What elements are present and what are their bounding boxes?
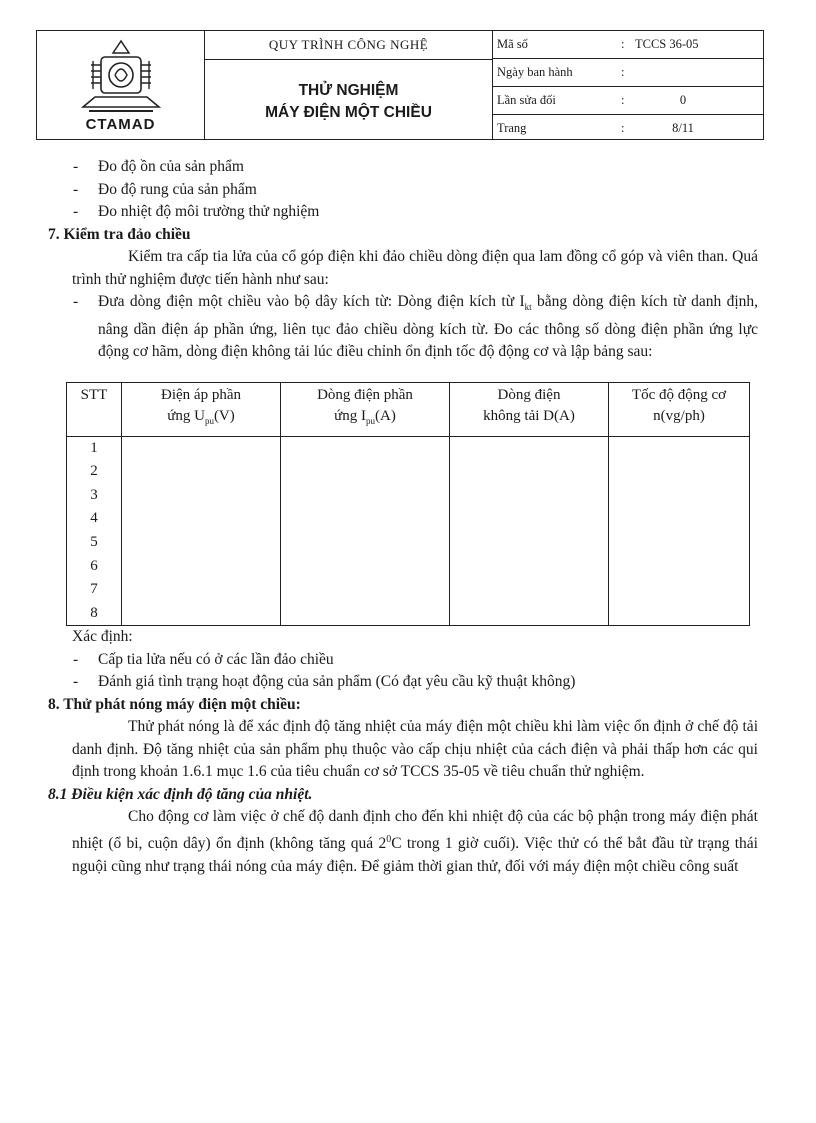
logo-text: CTAMAD [85, 116, 156, 133]
col-motor-speed: Tốc độ động cơ n(vg/ph) [609, 382, 750, 436]
document-body [46, 156, 758, 878]
logo-block [37, 31, 205, 139]
section-8-paragraph: Thử phát nóng là để xác định độ tăng nhiệt của máy điện một chiều khi làm việc ổn định ở chế độ tải danh định. Độ tăng nhiệt của sản phẩm phụ thuộc vào cấp chịu nhiệt của cách điện và phải thấp hơn các qui định trong khoản 1.6.1 mục 1.6 của tiêu chuẩn cơ sở TCCS 35-05 về tiêu chuẩn thử nghiệm. [72, 718, 758, 781]
table-row: 5 [67, 531, 750, 555]
section-8-1-heading: 8.1 Điều kiện xác định độ tăng của nhiệt. [48, 785, 313, 803]
title-line-2: MÁY ĐIỆN MỘT CHIỀU [265, 104, 432, 121]
section-8-1-paragraph: Cho động cơ làm việc ở chế độ danh định cho đến khi nhiệt độ của các bộ phận trong máy điện phát nhiệt (ổ bi, cuộn dây) ổn định (không tăng quá $2^0C$ trong 1 giờ cuối). Việc thử có thể bắt đầu từ trạng thái nguội cũng như trạng thái nóng của máy điện. Để giảm thời gian thử, đối với máy điện một chiều công suất [72, 808, 758, 875]
col-armature-current: Dòng điện phần ứng $I_{pu}(A)$ [281, 382, 450, 436]
procedure-label: QUY TRÌNH CÔNG NGHỆ [205, 31, 492, 60]
company-logo-icon [71, 37, 171, 117]
list-item: - Đo nhiệt độ môi trường thử nghiệm [73, 203, 320, 220]
section-8-heading: 8. Thử phát nóng máy điện một chiều: [48, 695, 301, 713]
determine-label: Xác định: [72, 628, 133, 646]
list-item: - Đo độ ồn của sản phẩm [73, 158, 244, 175]
reversal-test-table [66, 382, 750, 627]
section-7-intro: Kiểm tra cấp tia lửa của cổ góp điện khi đảo chiều dòng điện qua lam đồng cổ góp và viên than. Quá trình thử nghiệm được tiến hành như sau: [72, 248, 758, 288]
document-title [205, 60, 492, 124]
list-item: - Đo độ rung của sản phẩm [73, 180, 257, 198]
col-stt: STT [67, 382, 122, 436]
table-row: 6 [67, 555, 750, 579]
table-row: 8 [67, 602, 750, 626]
header-fields [493, 31, 763, 139]
field-page: Trang : 8/11 [497, 121, 694, 135]
section-7-heading: 7. Kiểm tra đảo chiều [48, 225, 191, 243]
table-row: 4 [67, 507, 750, 531]
list-item: - Đánh giá tình trạng hoạt động của sản phẩm (Có đạt yêu cầu kỹ thuật không) [73, 673, 576, 691]
table-row: 1 [67, 436, 750, 460]
table-row: 7 [67, 578, 750, 602]
section-7-step: - Đưa dòng điện một chiều vào bộ dây kích từ: Dòng điện kích từ $I_{kt}$ bằng dòng điện kích từ danh định, nâng dần điện áp phần ứng, liên tục đảo chiều dòng kích từ. Đo các thông số dòng điện phần ứng lực động cơ hãm, dòng điện không tải lúc điều chỉnh ổn định tốc độ động cơ và lập bảng sau: [73, 293, 758, 361]
field-issue-date: Ngày ban hành : [493, 59, 763, 87]
col-armature-voltage: Điện áp phần ứng $U_{pu}(V)$ [122, 382, 281, 436]
document-header [36, 30, 764, 140]
col-noload-current: Dòng điện không tải D(A) [450, 382, 609, 436]
list-item: - Cấp tia lửa nếu có ở các lần đảo chiều [73, 650, 334, 668]
field-revision: Lần sửa đổi : 0 [493, 87, 763, 115]
table-row: 2 [67, 460, 750, 484]
field-code: Mã số : TCCS 36-05 [493, 31, 763, 59]
header-title-block [205, 31, 493, 139]
table-row: 3 [67, 484, 750, 508]
title-line-1: THỬ NGHIỆM [298, 82, 399, 99]
